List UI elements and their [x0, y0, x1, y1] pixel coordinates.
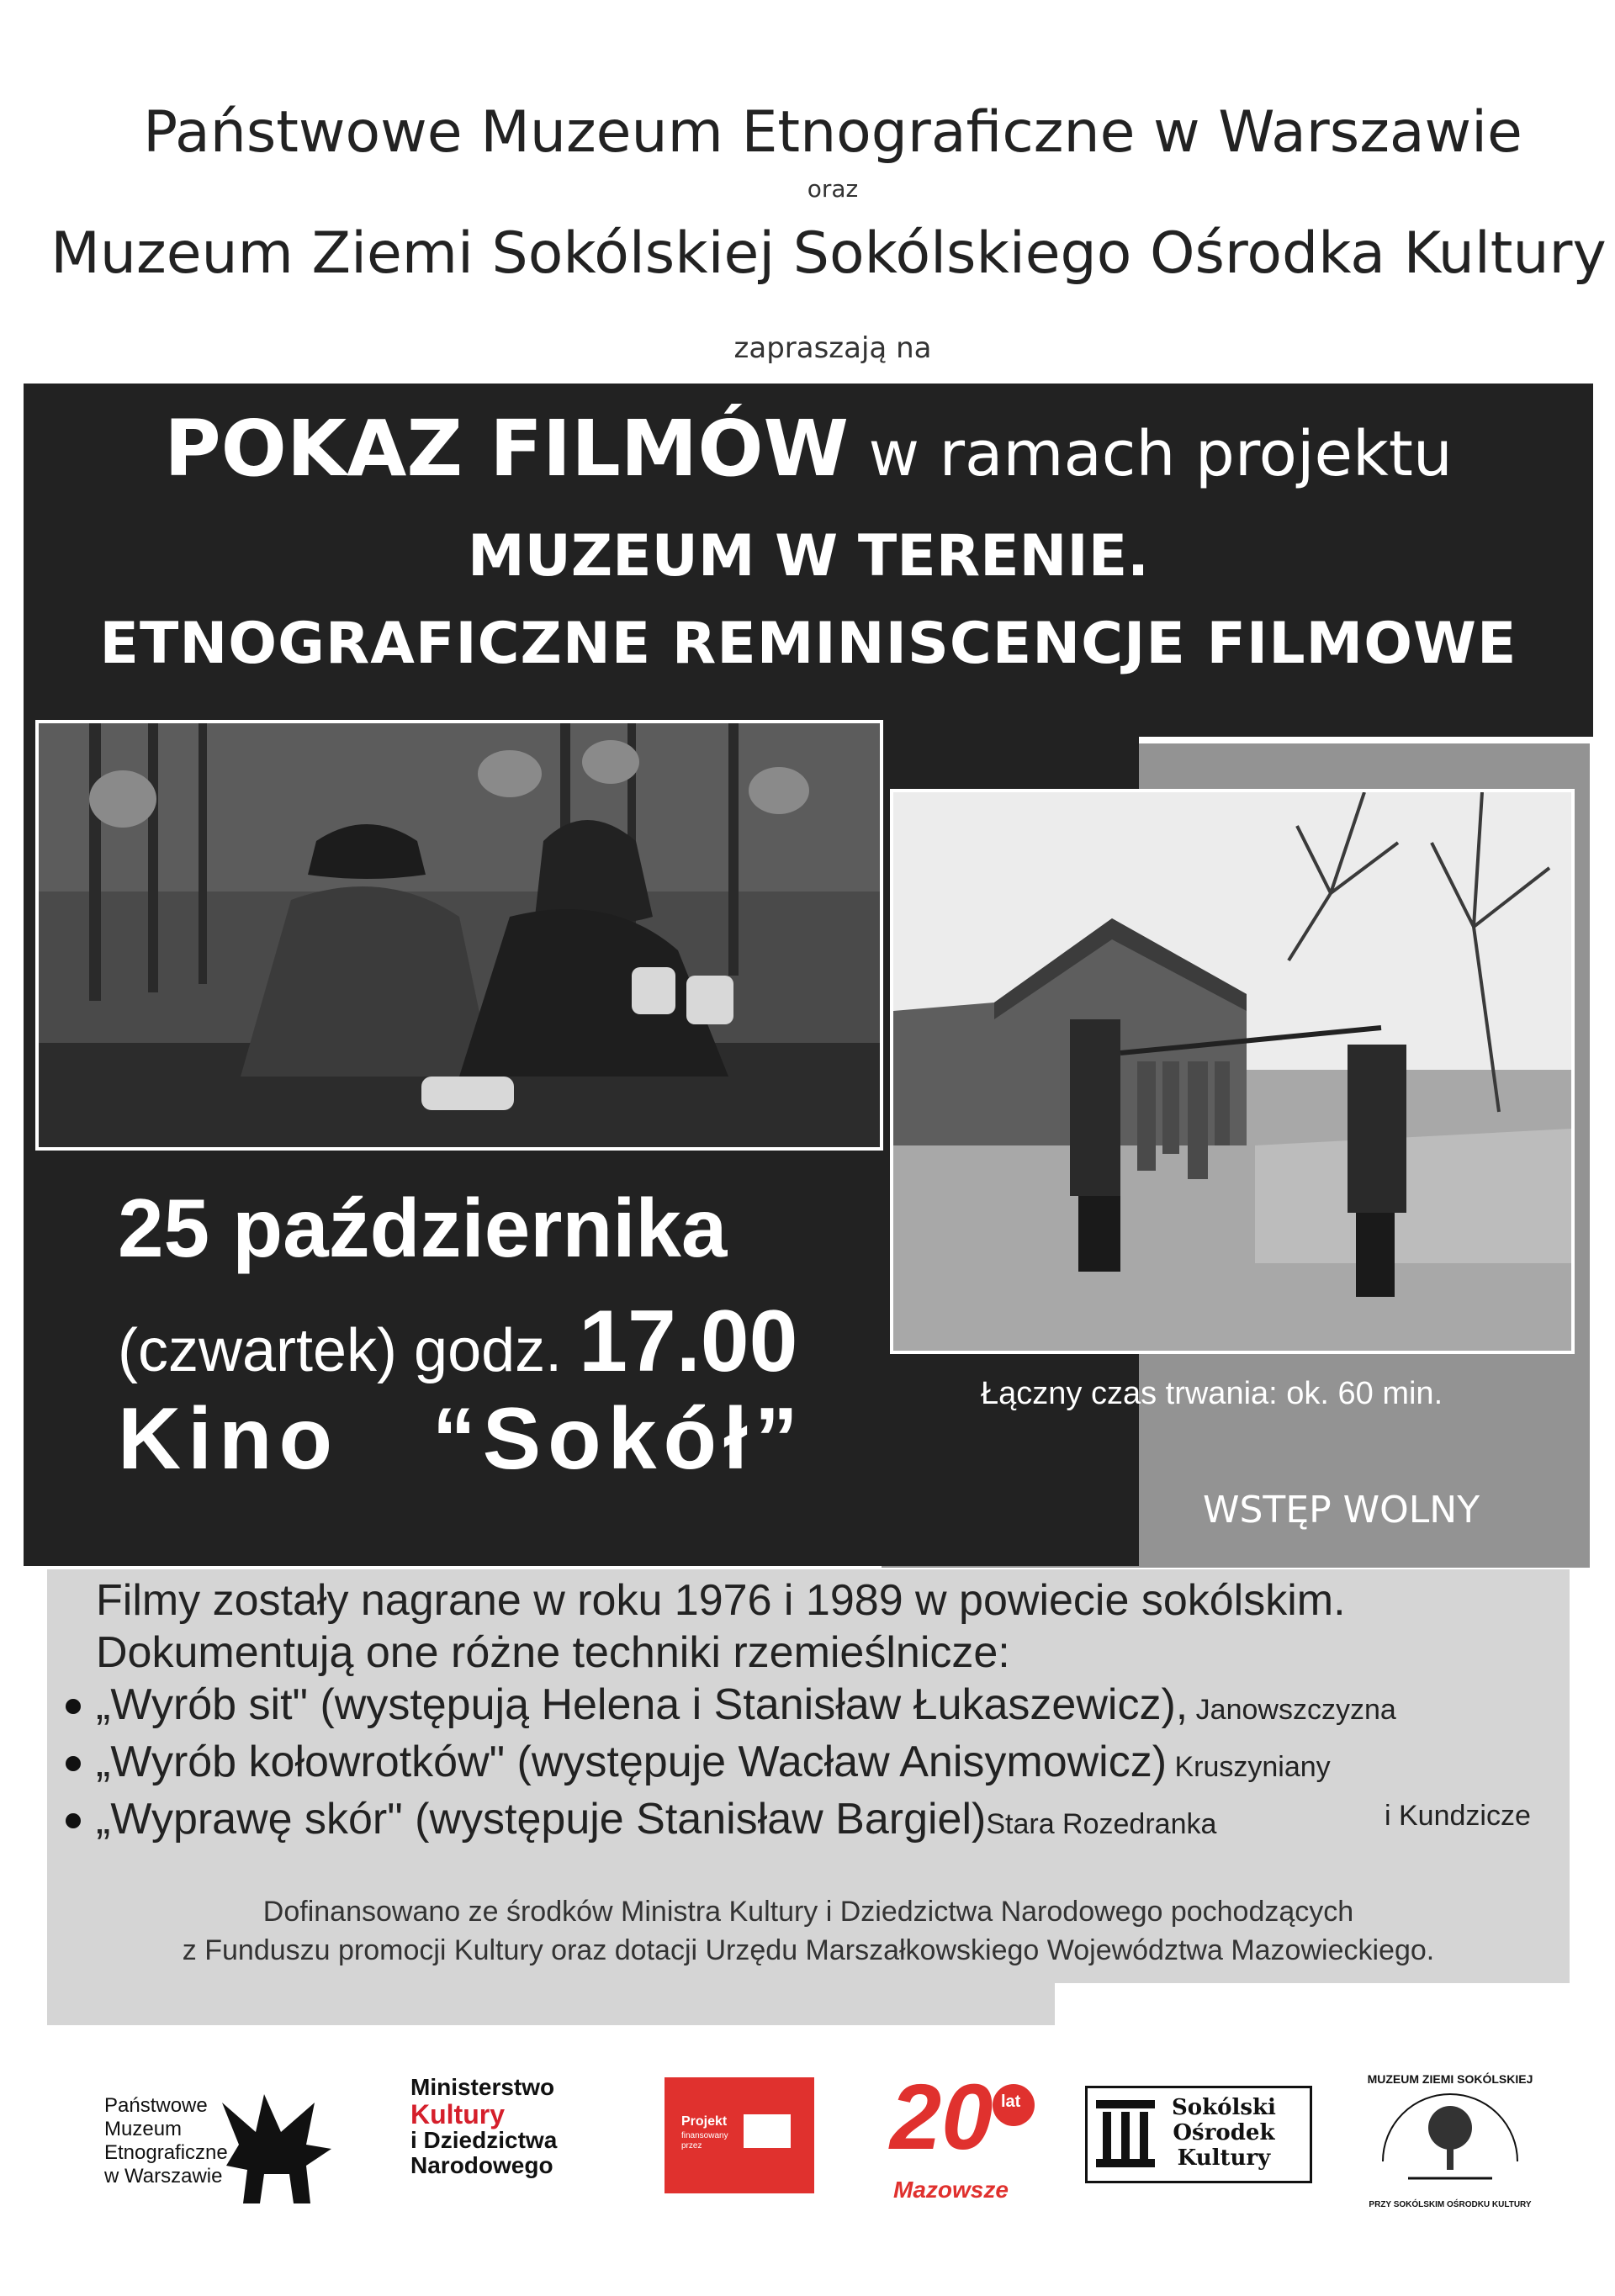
project-name: MUZEUM W TERENIE.: [467, 523, 1150, 590]
sok-logo-line: Kultury: [1177, 2145, 1271, 2171]
ministry-mini-badge: [744, 2114, 791, 2148]
organizer-line-1: Państwowe Muzeum Etnograficzne w Warszawie: [143, 99, 1522, 166]
funding-line-1: Dofinansowano ze środków Ministra Kultury i Dziedzictwa Narodowego pochodzących: [262, 1896, 1354, 1928]
project-logo-line: finansowany: [681, 2131, 728, 2140]
ministry-logo: [410, 2074, 587, 2200]
mzs-logo-bottom: PRZY SOKÓLSKIM OŚRODKU KULTURY: [1369, 2200, 1532, 2209]
description-line-1: Filmy zostały nagrane w roku 1976 i 1989 w powiecie sokólskim.: [96, 1576, 1346, 1625]
photo-sieve-making: [35, 720, 883, 1151]
film-place-2: Kruszyniany: [1167, 1751, 1331, 1783]
ministry-line: i Dziedzictwa: [410, 2127, 558, 2153]
film-description: [96, 1574, 1576, 1850]
ministry-line: Kultury: [410, 2099, 505, 2129]
mzs-logo: [1358, 2061, 1543, 2229]
sok-logo-line: Ośrodek: [1173, 2120, 1275, 2145]
bullet-icon: [66, 1813, 81, 1828]
bullet-icon: [66, 1699, 81, 1714]
event-day: (czwartek) godz.: [118, 1317, 580, 1384]
funding-line-2: z Funduszu promocji Kultury oraz dotacji Urzędu Marszałkowskiego Województwa Mazowieckiego.: [182, 1934, 1435, 1966]
funding-note: [47, 1892, 1570, 1970]
project-logo-line: Projekt: [681, 2114, 728, 2129]
description-panel-tail: [47, 1983, 1055, 2025]
photo-hide-tanning-image: [893, 792, 1571, 1351]
mzs-logo-top: MUZEUM ZIEMI SOKÓLSKIEJ: [1367, 2072, 1533, 2086]
organizer-line-2: Muzeum Ziemi Sokólskiej Sokólskiego Ośrodka Kultury: [50, 220, 1607, 287]
pme-logo: [104, 2094, 357, 2220]
photo-hide-tanning: [890, 789, 1575, 1354]
ministry-line: Ministerstwo: [410, 2074, 555, 2100]
film-place-1: Janowszczyzna: [1188, 1694, 1396, 1726]
free-entry-label: WSTĘP WOLNY: [1203, 1489, 1480, 1532]
organizer-joiner: oraz: [807, 175, 859, 203]
event-hour: 17.00: [579, 1293, 798, 1390]
invitation-text: zapraszają na: [733, 331, 932, 365]
sok-logo: [1085, 2086, 1312, 2183]
event-time: [118, 1292, 797, 1392]
photo-sieve-making-image: [39, 723, 880, 1147]
project-funding-logo: [665, 2077, 814, 2193]
event-venue: Kino “Sokół”: [118, 1390, 805, 1488]
horse-icon: [214, 2086, 340, 2212]
anniversary-number: 20: [890, 2066, 993, 2169]
film-title-1: „Wyrób sit" (występują Helena i Stanisław Łukaszewicz),: [96, 1680, 1189, 1729]
pme-logo-line: Państwowe: [104, 2094, 208, 2117]
banner-title-bold: POKAZ FILMÓW: [164, 404, 850, 494]
film-item-3: [96, 1793, 1576, 1850]
column-icon: [1096, 2100, 1155, 2167]
pme-logo-line: Etnograficzne: [104, 2141, 228, 2164]
sponsor-logos: [0, 2052, 1615, 2254]
film-place-2b: i Kundzicze: [1385, 1800, 1531, 1832]
project-logo-line: przez: [681, 2141, 702, 2151]
film-title-2: „Wyrób kołowrotków" (występuje Wacław Anisymowicz): [96, 1738, 1168, 1786]
description-line-2: Dokumentują one różne techniki rzemieślnicze:: [96, 1628, 1010, 1677]
event-date: 25 października: [118, 1182, 728, 1274]
film-title-3: „Wyprawę skór" (występuje Stanisław Bargiel): [96, 1795, 987, 1844]
banner-title: [24, 404, 1593, 494]
anniversary-lat: lat: [1001, 2092, 1021, 2111]
ministry-line: Narodowego: [410, 2152, 553, 2178]
banner-title-rest: w ramach projektu: [849, 418, 1453, 490]
film-place-3: Stara Rozedranka: [986, 1808, 1217, 1840]
project-subtitle: ETNOGRAFICZNE REMINISCENCJE FILMOWE: [99, 611, 1517, 677]
pme-logo-line: w Warszawie: [104, 2165, 223, 2188]
anniversary-region: Mazowsze: [893, 2177, 1009, 2203]
bullet-icon: [66, 1756, 81, 1771]
duration-text: Łączny czas trwania: ok. 60 min.: [981, 1376, 1443, 1411]
pme-logo-line: Muzeum: [104, 2118, 183, 2140]
film-item-1: [96, 1679, 1576, 1736]
sok-logo-line: Sokólski: [1172, 2095, 1276, 2120]
film-item-2: [96, 1736, 1576, 1793]
mazowsze-20-logo: [882, 2066, 1050, 2212]
